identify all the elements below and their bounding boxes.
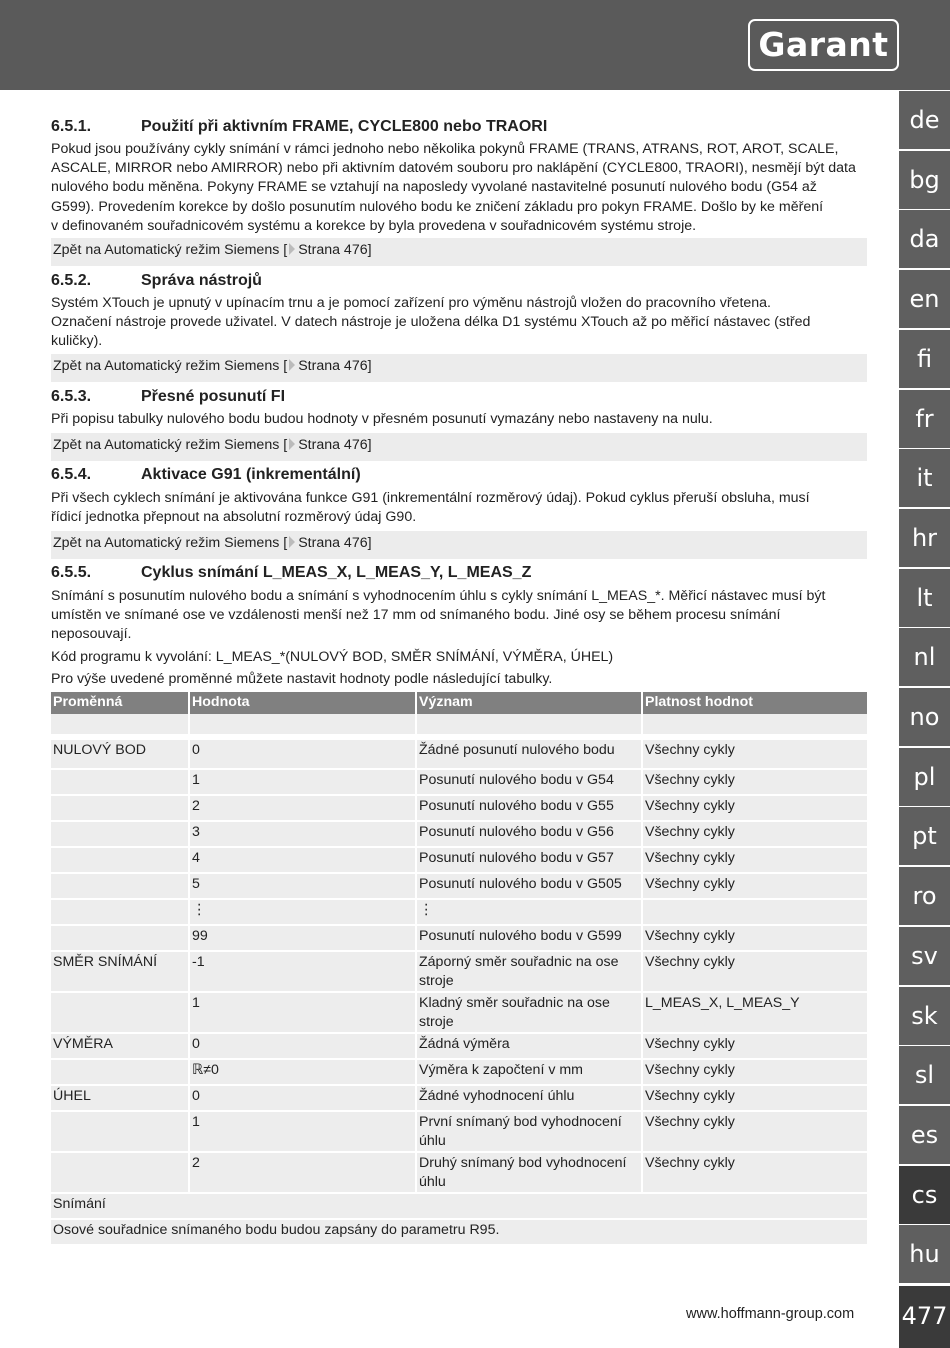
table-cell [641, 714, 867, 740]
section-number: 6.5.1. [51, 118, 92, 135]
table-cell: 4 [188, 848, 415, 874]
table-row [51, 993, 867, 1034]
table-cell [51, 900, 188, 926]
back-link-text: Zpět na Automatický režim Siemens [ [53, 358, 288, 374]
back-link[interactable] [51, 531, 867, 559]
text-line: řídicí jednotka přepnout na absolutní rozměrový údaj G90. [51, 509, 417, 526]
page-header [0, 0, 950, 90]
language-tab-cs[interactable]: cs [899, 1166, 950, 1224]
table-cell: Všechny cykly [641, 1034, 867, 1060]
language-tab-lt[interactable]: lt [899, 569, 950, 627]
table-cell [51, 770, 188, 796]
section-heading-651 [51, 118, 547, 136]
table-footer-text-row [51, 1220, 867, 1246]
section-title: Správa nástrojů [141, 272, 262, 289]
back-link-text: Zpět na Automatický režim Siemens [ [53, 437, 288, 453]
table-cell: 3 [188, 822, 415, 848]
language-tab-bg[interactable]: bg [899, 151, 950, 209]
section-654-text [51, 489, 867, 527]
table-row [51, 1034, 867, 1060]
text-line: kuličky). [51, 333, 103, 350]
table-row [51, 1112, 867, 1153]
column-header: Proměnná [51, 692, 188, 714]
text-line: G599). Provedením korekce by došlo posunutím nulového bodu ke zničení základu pro pokyn FRAME. Došlo by ke měření [51, 198, 824, 215]
play-arrow-icon [289, 536, 295, 548]
play-arrow-icon [289, 438, 295, 450]
section-heading-655 [51, 564, 531, 582]
section-652-text [51, 294, 867, 352]
back-link-text: Zpět na Automatický režim Siemens [ [53, 242, 288, 258]
language-tab-it[interactable]: it [899, 449, 950, 507]
page-number: 477 [899, 1286, 950, 1348]
section-title: Cyklus snímání L_MEAS_X, L_MEAS_Y, L_MEAS_Z [141, 564, 532, 581]
section-heading-652 [51, 272, 262, 290]
table-cell: 2 [188, 1153, 415, 1194]
garant-logo: Garant [748, 19, 899, 71]
table-cell: Všechny cykly [641, 848, 867, 874]
language-tab-hu[interactable]: hu [899, 1225, 950, 1283]
section-number: 6.5.5. [51, 564, 92, 581]
table-row [51, 848, 867, 874]
table-cell: 0 [188, 1034, 415, 1060]
table-footer-label-row [51, 1194, 867, 1220]
language-tab-sv[interactable]: sv [899, 927, 950, 985]
text-line: nulového bodu měněna. Pokyny FRAME se vztahují na naposledy vyvolané nastavitelné posunutí nulového bodu (G54 až [51, 179, 817, 196]
table-cell [51, 874, 188, 900]
back-link-close: ] [367, 358, 372, 374]
table-cell: NULOVÝ BOD [51, 740, 188, 770]
language-tab-sk[interactable]: sk [899, 987, 950, 1045]
language-tab-de[interactable]: de [899, 91, 950, 149]
language-tab-fi[interactable]: fi [899, 330, 950, 388]
table-cell: Posunutí nulového bodu v G505 [415, 874, 641, 900]
back-link[interactable] [51, 433, 867, 461]
section-number: 6.5.2. [51, 272, 92, 289]
table-header-row [51, 692, 867, 714]
table-cell: -1 [188, 952, 415, 993]
table-cell: Žádná výměra [415, 1034, 641, 1060]
section-651-text [51, 140, 867, 236]
table-cell: ℝ≠0 [188, 1060, 415, 1086]
table-row [51, 900, 867, 926]
table-cell: Všechny cykly [641, 770, 867, 796]
table-cell: Žádné vyhodnocení úhlu [415, 1086, 641, 1112]
text-line: Systém XTouch je upnutý v upínacím trnu a je pomocí zařízení pro výměnu nástrojů vložen do pracovního vřetena. [51, 295, 772, 311]
table-cell: Výměra k započtení v mm [415, 1060, 641, 1086]
table-cell: Žádné posunutí nulového bodu [415, 740, 641, 770]
table-cell: Všechny cykly [641, 874, 867, 900]
table-cell [51, 848, 188, 874]
text-line: Pokud jsou používány cykly snímání v rámci jednoho nebo několika pokynů FRAME (TRANS, ATRANS, ROT, AROT, SCALE, [51, 141, 839, 157]
table-row [51, 952, 867, 993]
language-tab-nl[interactable]: nl [899, 628, 950, 686]
text-line: neposouvají. [51, 626, 132, 643]
table-cell: Posunutí nulového bodu v G55 [415, 796, 641, 822]
back-link-text: Zpět na Automatický režim Siemens [ [53, 535, 288, 551]
table-cell: Všechny cykly [641, 1112, 867, 1153]
text-line: v definovaném souřadnicovém systému a korekce by byla provedena v souřadnicovém systému stroje. [51, 217, 697, 234]
table-row [51, 714, 867, 740]
parameter-table [51, 692, 867, 1246]
table-footer-label: Snímání [51, 1194, 867, 1220]
table-cell [51, 796, 188, 822]
table-footer-text: Osové souřadnice snímaného bodu budou zapsány do parametru R95. [51, 1220, 867, 1246]
column-header: Význam [415, 692, 641, 714]
table-cell: Všechny cykly [641, 952, 867, 993]
back-link-page: Strana 476 [298, 535, 368, 551]
table-row [51, 1153, 867, 1194]
table-cell: Posunutí nulového bodu v G56 [415, 822, 641, 848]
section-heading-654 [51, 466, 361, 484]
back-link-page: Strana 476 [298, 358, 368, 374]
language-tab-es[interactable]: es [899, 1106, 950, 1164]
language-tab-pt[interactable]: pt [899, 807, 950, 865]
language-tab-da[interactable]: da [899, 210, 950, 268]
table-row [51, 770, 867, 796]
table-cell [51, 993, 188, 1034]
table-cell [51, 714, 188, 740]
table-cell [51, 822, 188, 848]
section-655-text [51, 587, 867, 689]
text-line: ASCALE, MIRROR nebo AMIRROR) nebo při aktivním datovém souboru pro naklápění (CYCLE800, TRAORI), nesmějí být data [51, 160, 856, 177]
table-cell: Posunutí nulového bodu v G54 [415, 770, 641, 796]
table-cell: 1 [188, 1112, 415, 1153]
table-cell [188, 714, 415, 740]
section-number: 6.5.3. [51, 388, 92, 405]
back-link-page: Strana 476 [298, 437, 368, 453]
table-cell: VÝMĚRA [51, 1034, 188, 1060]
table-cell [415, 714, 641, 740]
table-row [51, 1060, 867, 1086]
table-cell: Záporný směr souřadnic na ose stroje [415, 952, 641, 993]
section-653-text [51, 410, 867, 429]
table-cell: Posunutí nulového bodu v G599 [415, 926, 641, 952]
language-sidebar [899, 90, 950, 1348]
table-cell: Všechny cykly [641, 740, 867, 770]
table-cell: 2 [188, 796, 415, 822]
table-cell: ⋮ [415, 900, 641, 926]
table-cell: Všechny cykly [641, 1086, 867, 1112]
back-link-close: ] [367, 535, 372, 551]
section-title: Aktivace G91 (inkrementální) [141, 466, 361, 483]
language-tab-ro[interactable]: ro [899, 867, 950, 925]
play-arrow-icon [289, 359, 295, 371]
language-tab-en[interactable]: en [899, 270, 950, 328]
column-header: Platnost hodnot [641, 692, 867, 714]
table-intro-line: Pro výše uvedené proměnné můžete nastavit hodnoty podle následující tabulky. [51, 670, 553, 687]
back-link-close: ] [367, 242, 372, 258]
table-row [51, 874, 867, 900]
play-arrow-icon [289, 243, 295, 255]
table-cell: Všechny cykly [641, 1060, 867, 1086]
table-cell: L_MEAS_X, L_MEAS_Y [641, 993, 867, 1034]
language-tab-sl[interactable]: sl [899, 1046, 950, 1104]
table-cell [51, 926, 188, 952]
table-row [51, 926, 867, 952]
table-cell: Kladný směr souřadnic na ose stroje [415, 993, 641, 1034]
section-title: Přesné posunutí FI [141, 388, 286, 405]
table-cell [51, 1112, 188, 1153]
footer-url: www.hoffmann-group.com [686, 1306, 855, 1322]
back-link[interactable] [51, 354, 867, 382]
back-link-close: ] [367, 437, 372, 453]
table-cell: 0 [188, 1086, 415, 1112]
table-cell: 1 [188, 770, 415, 796]
back-link-page: Strana 476 [298, 242, 368, 258]
column-header: Hodnota [188, 692, 415, 714]
table-cell: Všechny cykly [641, 1153, 867, 1194]
table-cell: 99 [188, 926, 415, 952]
table-cell: 5 [188, 874, 415, 900]
table-cell [641, 900, 867, 926]
table-row [51, 740, 867, 770]
table-cell: ⋮ [188, 900, 415, 926]
language-tab-fr[interactable]: fr [899, 390, 950, 448]
language-tab-hr[interactable]: hr [899, 509, 950, 567]
table-cell [51, 1060, 188, 1086]
section-number: 6.5.4. [51, 466, 92, 483]
table-cell: Druhý snímaný bod vyhodnocení úhlu [415, 1153, 641, 1194]
language-tab-pl[interactable]: pl [899, 748, 950, 806]
text-line: Snímání s posunutím nulového bodu a snímání s vyhodnocením úhlu s cykly snímání L_MEAS_*. Měřicí nástavec musí být [51, 588, 826, 604]
table-cell: Všechny cykly [641, 822, 867, 848]
table-cell: Všechny cykly [641, 796, 867, 822]
text-line: umístěn ve snímané ose ve vzdálenosti menší než 17 mm od snímaného bodu. Jiné osy se během procesu snímání [51, 607, 781, 624]
text-line: Označení nástroje provede uživatel. V datech nástroje je uložena délka D1 systému XTouch až po měřicí nástavec (střed [51, 314, 811, 331]
section-heading-653 [51, 388, 285, 406]
table-row [51, 1086, 867, 1112]
table-cell: Všechny cykly [641, 926, 867, 952]
back-link[interactable] [51, 238, 867, 266]
table-cell: 0 [188, 740, 415, 770]
table-cell: 1 [188, 993, 415, 1034]
text-line: Při všech cyklech snímání je aktivována funkce G91 (inkrementální rozměrový údaj). Pokud cyklus přeruší obsluha, musí [51, 490, 810, 506]
table-cell: Posunutí nulového bodu v G57 [415, 848, 641, 874]
table-cell [51, 1153, 188, 1194]
language-tab-no[interactable]: no [899, 688, 950, 746]
table-cell: SMĚR SNÍMÁNÍ [51, 952, 188, 993]
table-row [51, 822, 867, 848]
table-cell: První snímaný bod vyhodnocení úhlu [415, 1112, 641, 1153]
call-code-line: Kód programu k vyvolání: L_MEAS_*(NULOVÝ BOD, SMĚR SNÍMÁNÍ, VÝMĚRA, ÚHEL) [51, 648, 614, 665]
section-title: Použití při aktivním FRAME, CYCLE800 nebo TRAORI [141, 118, 548, 135]
text-line: Při popisu tabulky nulového bodu budou hodnoty v přesném posunutí vymazány nebo nastaveny na nulu. [51, 411, 713, 427]
table-row [51, 796, 867, 822]
table-cell: ÚHEL [51, 1086, 188, 1112]
